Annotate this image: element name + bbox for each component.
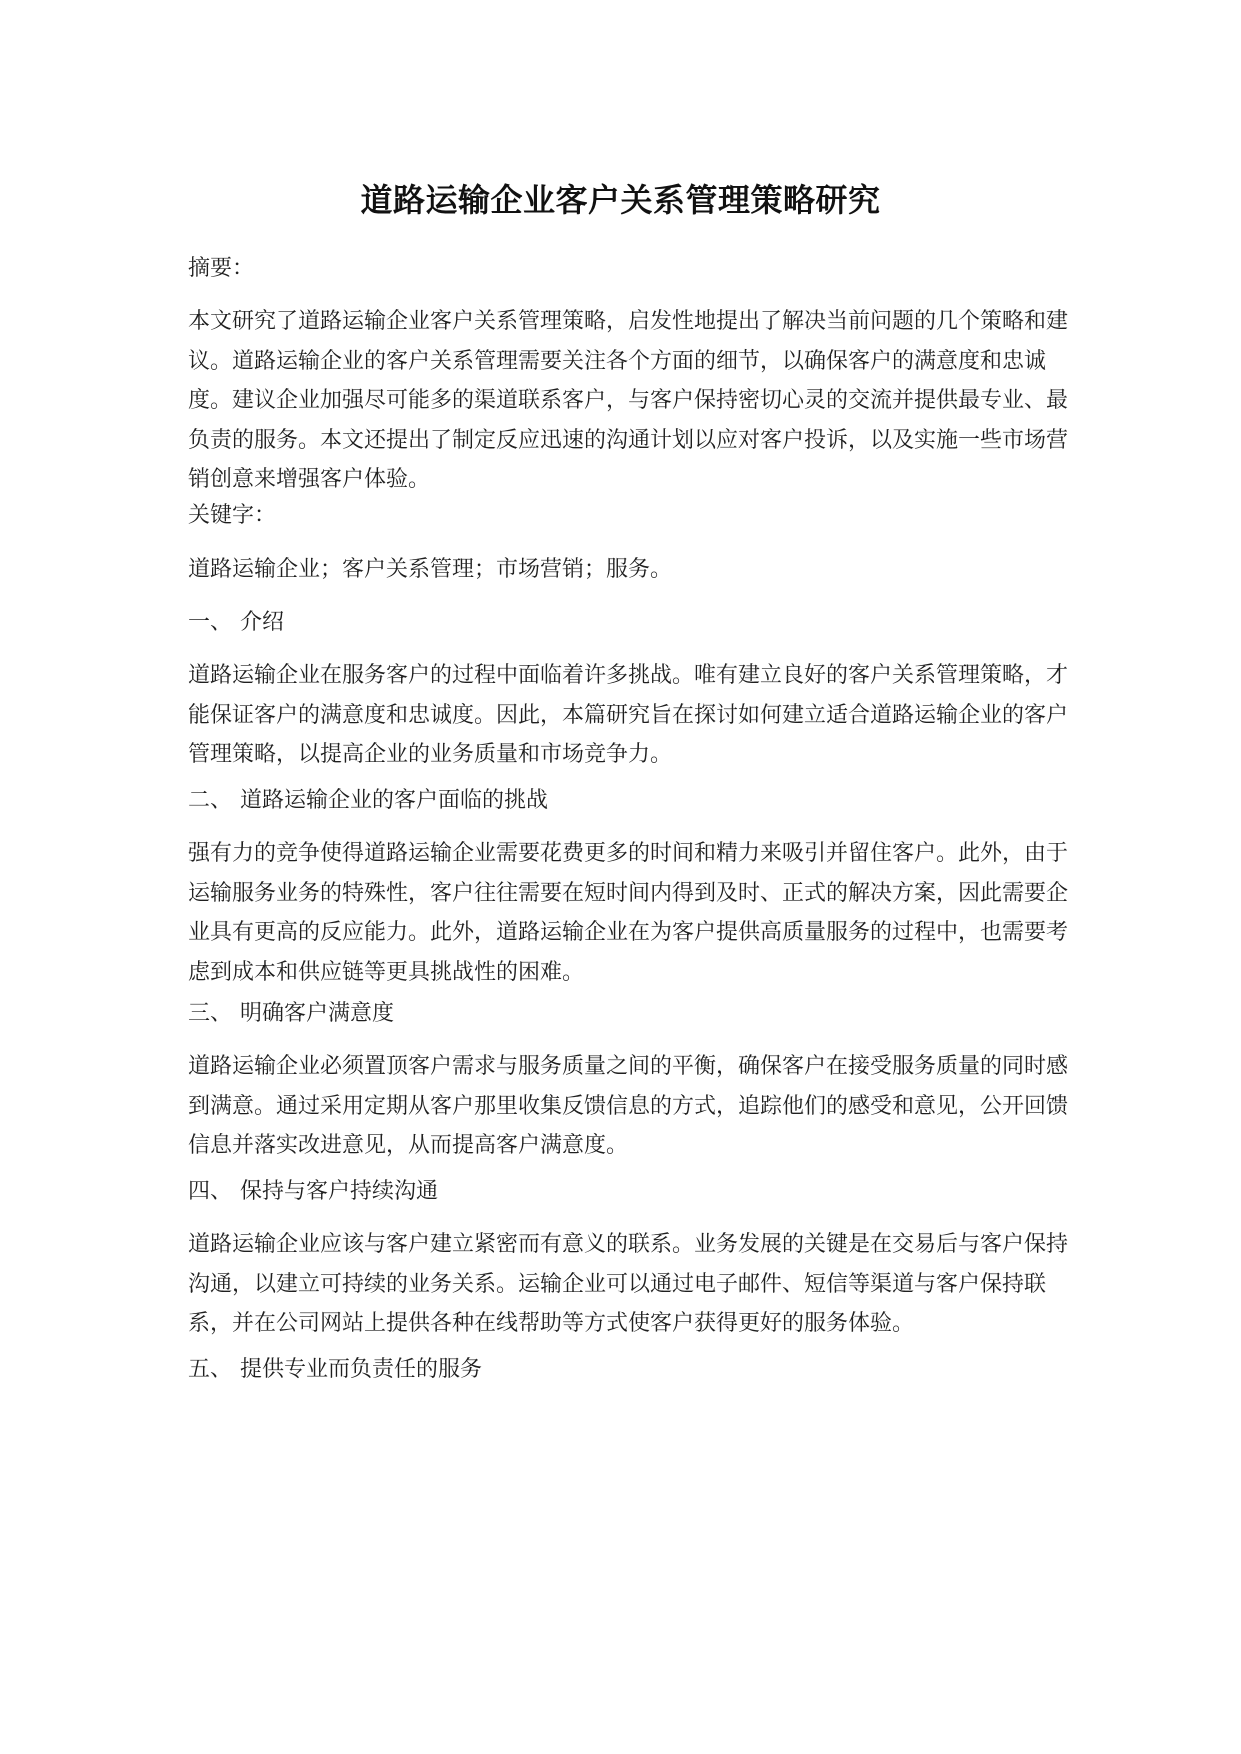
section-text-2: 强有力的竞争使得道路运输企业需要花费更多的时间和精力来吸引并留住客户。此外，由于运输服务业务的特殊性，客户往往需要在短时间内得到及时、正式的解决方案，因此需要企业具有更高的反应能力。此外，道路运输企业在为客户提供高质量服务的过程中，也需要考虑到成本和供应链等更具挑战性的困难。 (188, 841, 1069, 985)
section-number: 五、 (188, 1357, 233, 1382)
section-number: 一、 (188, 610, 233, 635)
section-number: 四、 (188, 1179, 233, 1204)
abstract-label: 摘要： (188, 256, 255, 281)
section-title: 提供专业而负责任的服务 (240, 1357, 483, 1382)
section-title: 道路运输企业的客户面临的挑战 (240, 788, 549, 813)
document-title: 道路运输企业客户关系管理策略研究 (360, 181, 881, 219)
section-heading-5 (188, 1350, 1068, 1390)
abstract-text: 本文研究了道路运输企业客户关系管理策略，启发性地提出了解决当前问题的几个策略和建议。道路运输企业的客户关系管理需要关注各个方面的细节，以确保客户的满意度和忠诚度。建议企业加强尽可能多的渠道联系客户，与客户保持密切心灵的交流并提供最专业、最负责的服务。本文还提出了制定反应迅速的沟通计划以应对客户投诉，以及实施一些市场营销创意来增强客户体验。 (188, 309, 1069, 492)
section-text-1: 道路运输企业在服务客户的过程中面临着许多挑战。唯有建立良好的客户关系管理策略，才能保证客户的满意度和忠诚度。因此，本篇研究旨在探讨如何建立适合道路运输企业的客户管理策略，以提高企业的业务质量和市场竞争力。 (188, 663, 1069, 767)
section-title: 保持与客户持续沟通 (240, 1179, 439, 1204)
section-number: 三、 (188, 1001, 233, 1026)
section-title: 介绍 (240, 610, 285, 635)
keywords-text: 道路运输企业；客户关系管理；市场营销；服务。 (188, 557, 673, 582)
section-title: 明确客户满意度 (240, 1001, 395, 1026)
section-heading-3 (188, 994, 1068, 1034)
keywords-label: 关键字： (188, 503, 277, 528)
section-text-3: 道路运输企业必须置顶客户需求与服务质量之间的平衡，确保客户在接受服务质量的同时感到满意。通过采用定期从客户那里收集反馈信息的方式，追踪他们的感受和意见，公开回馈信息并落实改进意见，从而提高客户满意度。 (188, 1054, 1069, 1158)
section-heading-2 (188, 781, 1068, 821)
section-text-4: 道路运输企业应该与客户建立紧密而有意义的联系。业务发展的关键是在交易后与客户保持沟通，以建立可持续的业务关系。运输企业可以通过电子邮件、短信等渠道与客户保持联系，并在公司网站上提供各种在线帮助等方式使客户获得更好的服务体验。 (188, 1232, 1069, 1336)
section-heading-4 (188, 1172, 1068, 1212)
section-heading-1 (188, 603, 1068, 643)
section-number: 二、 (188, 788, 233, 813)
